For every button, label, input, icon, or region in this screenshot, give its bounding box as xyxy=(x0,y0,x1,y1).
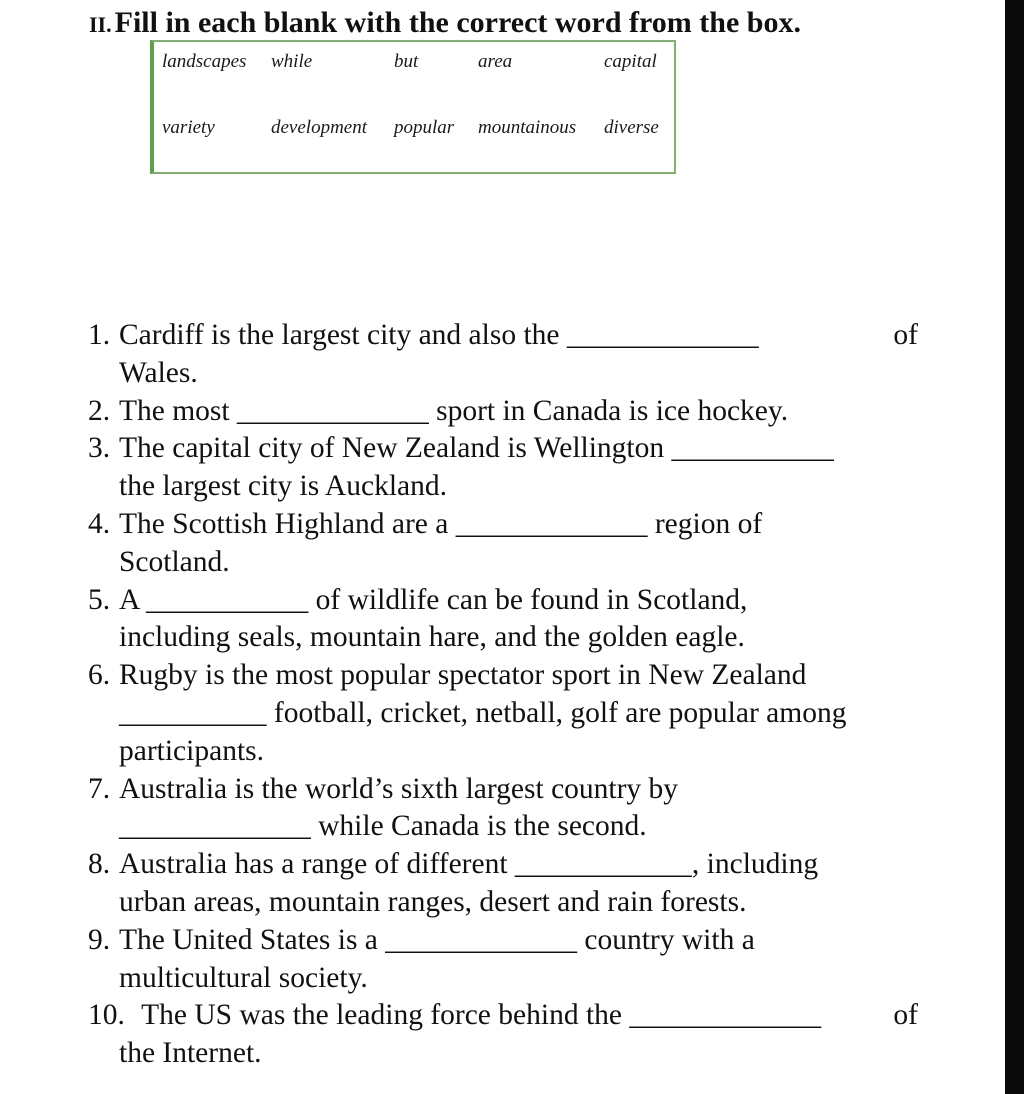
question-text: of xyxy=(893,999,918,1032)
word-box xyxy=(150,40,676,174)
question-line: including seals, mountain hare, and the golden eagle. xyxy=(119,621,745,654)
question-item xyxy=(88,922,918,998)
question-line xyxy=(119,317,918,355)
question-number: 6. xyxy=(88,659,111,692)
question-number: 3. xyxy=(88,432,111,465)
question-line: Australia is the world’s sixth largest country by xyxy=(119,772,679,805)
question-item xyxy=(88,997,918,1073)
question-number: 8. xyxy=(88,848,111,881)
question-line: multicultural society. xyxy=(119,961,368,994)
word-box-cell: variety xyxy=(162,117,215,138)
question-line: Australia has a range of different ____________, including xyxy=(119,848,819,881)
question-text: Cardiff is the largest city and also the _____________ xyxy=(119,319,759,351)
question-line: The most _____________ sport in Canada is ice hockey. xyxy=(119,394,789,427)
question-line: Wales. xyxy=(119,356,198,389)
question-number: 10. xyxy=(88,999,125,1032)
question-line: Rugby is the most popular spectator sport in New Zealand xyxy=(119,659,807,692)
question-line: The United States is a _____________ country with a xyxy=(119,923,755,956)
question-item xyxy=(88,317,918,393)
word-box-cell: capital xyxy=(604,51,657,72)
question-item xyxy=(88,506,918,582)
word-box-cell: landscapes xyxy=(162,51,247,72)
question-number: 7. xyxy=(88,772,111,805)
question-number: 9. xyxy=(88,923,111,956)
question-text: of xyxy=(893,319,918,351)
question-item xyxy=(88,771,918,847)
word-box-cell: area xyxy=(478,51,513,72)
question-number: 4. xyxy=(88,507,111,540)
word-box-cell: development xyxy=(271,117,368,138)
question-list xyxy=(88,317,918,1073)
question-line: A ___________ of wildlife can be found in Scotland, xyxy=(119,583,748,616)
section-instruction: Fill in each blank with the correct word from the box. xyxy=(114,6,801,39)
question-line: _____________ while Canada is the second. xyxy=(119,810,647,843)
page-edge-bar xyxy=(1005,0,1024,1094)
word-box-cell: diverse xyxy=(604,117,659,138)
word-box-cell: popular xyxy=(394,117,455,138)
question-text: The US was the leading force behind the _____________ xyxy=(119,999,822,1032)
section-number: II. xyxy=(89,12,112,37)
question-item xyxy=(88,393,918,431)
question-line: The capital city of New Zealand is Wellington ___________ xyxy=(119,432,834,465)
word-box-cell: but xyxy=(394,51,419,72)
question-line: urban areas, mountain ranges, desert and rain forests. xyxy=(119,885,747,918)
question-line: The Scottish Highland are a _____________ region of xyxy=(119,507,763,540)
question-item xyxy=(88,657,918,770)
question-item xyxy=(88,582,918,658)
question-line: __________ football, cricket, netball, golf are popular among xyxy=(119,696,847,729)
question-line: Scotland. xyxy=(119,545,230,578)
question-item xyxy=(88,846,918,922)
question-number: 2. xyxy=(88,394,111,427)
question-number: 5. xyxy=(88,583,111,616)
question-number: 1. xyxy=(88,319,111,351)
question-line: the largest city is Auckland. xyxy=(119,470,447,503)
question-line: participants. xyxy=(119,734,264,767)
question-line xyxy=(119,997,918,1035)
word-box-cell: while xyxy=(271,51,313,72)
word-box-cell: mountainous xyxy=(478,117,577,138)
question-line: the Internet. xyxy=(119,1037,262,1070)
question-item xyxy=(88,430,918,506)
